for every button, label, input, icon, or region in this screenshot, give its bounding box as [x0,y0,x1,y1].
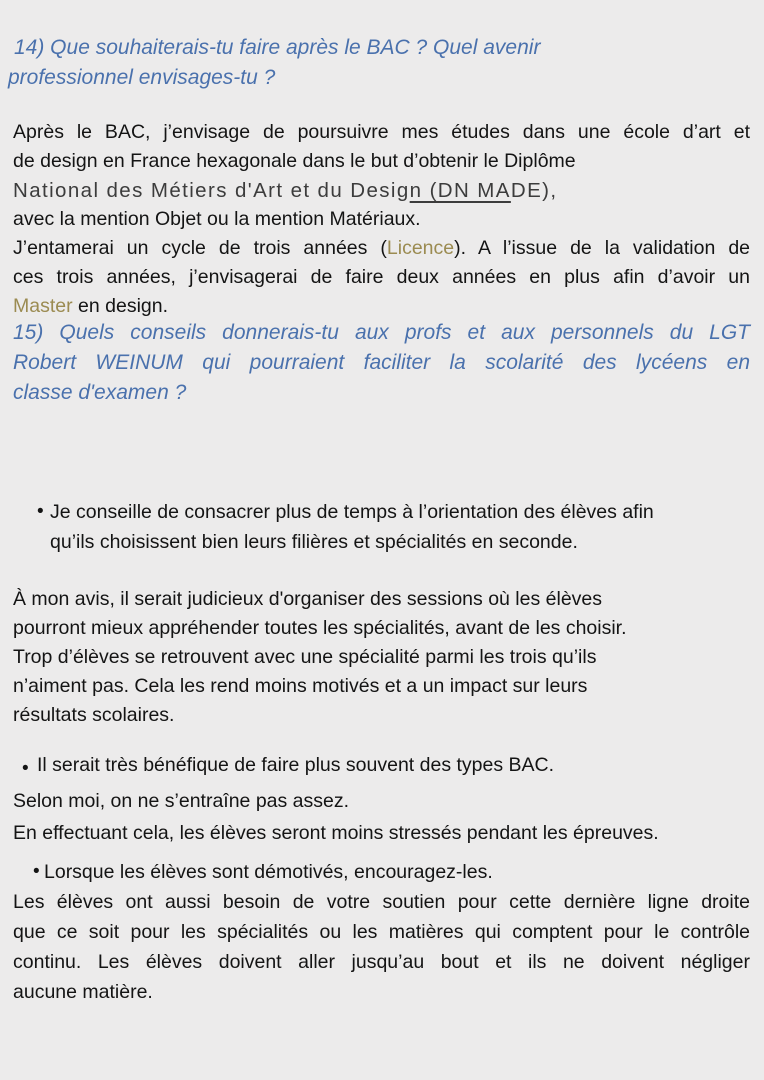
question-14 [8,33,750,93]
answer-14-line: Après le BAC, j’envisage de poursuivre mes études dans une école d’art et [13,121,750,143]
question-15-line: classe d'examen ? [13,381,187,404]
question-14-line: professionnel envisages-tu ? [8,66,276,89]
paragraph-soutien [13,887,750,1007]
answer-14-line: ces trois années, j’envisagerai de faire deux années en plus afin d’avoir un [13,266,750,288]
paragraph-line: résultats scolaires. [13,704,175,726]
answer-14-line [13,292,750,321]
master-highlight: Master [13,295,73,317]
paragraph-line: Les élèves ont aussi besoin de votre soutien pour cette dernière ligne droite [13,891,750,913]
bullet-types-bac [13,750,750,780]
question-14-line: 14) Que souhaiterais-tu faire après le BAC ? Quel avenir [14,36,541,59]
answer-14-line [13,234,750,263]
bullet-icon: • [37,501,44,522]
answer-14-line: de design en France hexagonale dans le but d’obtenir le Diplôme [13,150,576,172]
licence-highlight: Licence [386,237,455,259]
bullet-line: qu’ils choisissent bien leurs filières et spécialités en seconde. [50,531,578,553]
diploma-name-line [13,176,750,205]
question-15-line: 15) Quels conseils donnerais-tu aux profs et aux personnels du LGT [13,321,750,344]
paragraph-entrainement [13,785,750,849]
answer-text: en design. [72,295,169,317]
bullet-orientation-advice [13,497,750,557]
paragraph-line: Selon moi, on ne s’entraîne pas assez. [13,790,350,812]
diploma-text: DE), [510,179,558,202]
answer-text: ). A l’issue de la validation de [454,237,751,259]
paragraph-line: aucune matière. [13,981,153,1003]
bullet-icon: • [22,758,29,779]
paragraph-line: n’aiment pas. Cela les rend moins motivés et a un impact sur leurs [13,675,588,697]
answer-text: J’entamerai un cycle de trois années ( [13,237,387,259]
paragraph-line: Trop d’élèves se retrouvent avec une spécialité parmi les trois qu’ils [13,646,597,668]
question-15-line: Robert WEINUM qui pourraient faciliter la scolarité des lycéens en [13,351,750,374]
diploma-underlined-text: n (DN MA [409,179,511,202]
bullet-encouragement [13,857,750,887]
paragraph-sessions [13,585,750,730]
answer-14 [13,118,750,321]
diploma-text: National des Métiers d'Art et du Desig [13,179,410,202]
answer-14-line: avec la mention Objet ou la mention Matériaux. [13,208,421,230]
paragraph-line: En effectuant cela, les élèves seront moins stressés pendant les épreuves. [13,822,659,844]
paragraph-line: continu. Les élèves doivent aller jusqu’au bout et ils ne doivent négliger [13,951,750,973]
paragraph-line: À mon avis, il serait judicieux d'organiser des sessions où les élèves [13,588,603,610]
question-15 [13,318,750,408]
paragraph-line: que ce soit pour les spécialités ou les matières qui comptent pour le contrôle [13,921,750,943]
paragraph-line: pourront mieux appréhender toutes les spécialités, avant de les choisir. [13,617,627,639]
bullet-line: Lorsque les élèves sont démotivés, encouragez-les. [44,861,493,883]
bullet-line: Je conseille de consacrer plus de temps à l’orientation des élèves afin [50,501,654,523]
bullet-line: Il serait très bénéfique de faire plus souvent des types BAC. [37,754,555,776]
bullet-icon: • [33,861,40,882]
